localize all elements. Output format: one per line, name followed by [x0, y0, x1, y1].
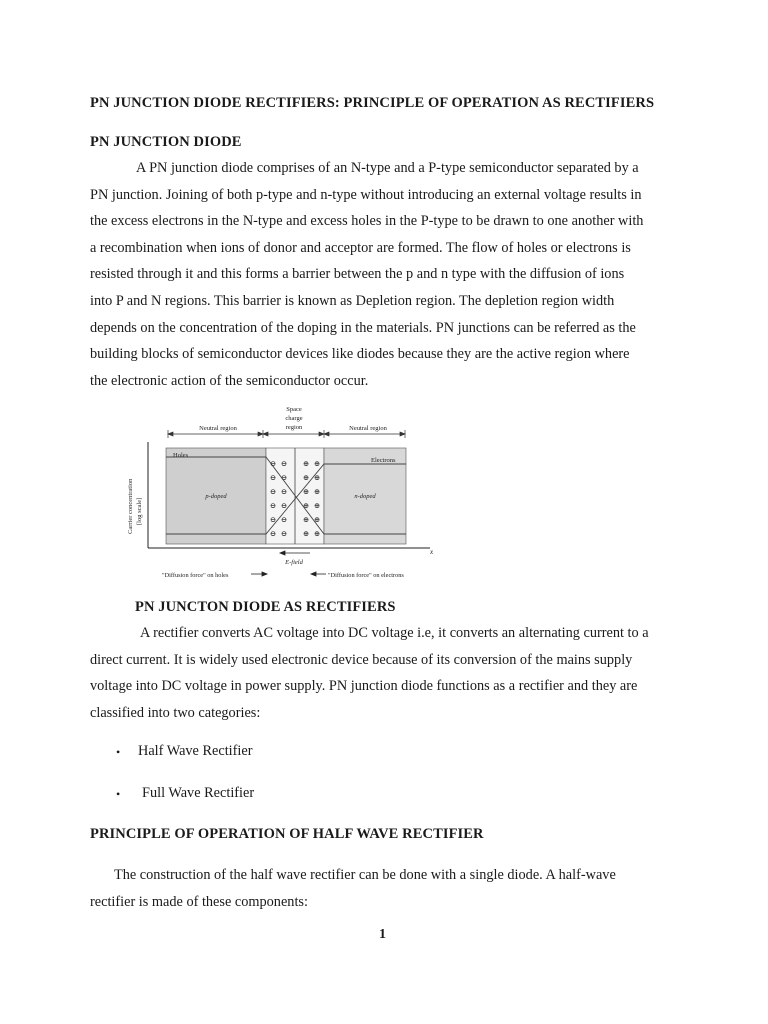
paragraph-line: A rectifier converts AC voltage into DC voltage i.e, it converts an alternating current to a	[140, 625, 649, 641]
donor-ion: ⊕	[302, 459, 310, 468]
donor-ion: ⊕	[302, 487, 310, 496]
y-axis-label: Carrier concentration	[127, 478, 134, 534]
list-item-half-wave: Half Wave Rectifier	[138, 743, 253, 759]
acceptor-ion: ⊖	[269, 515, 277, 524]
donor-ion: ⊕	[302, 473, 310, 482]
paragraph-line: voltage into DC voltage in power supply. PN junction diode functions as a rectifier and they are	[90, 678, 638, 695]
paragraph-line: resisted through it and this forms a barrier between the p and n type with the diffusion of ions	[90, 266, 625, 283]
acceptor-ion: ⊖	[280, 501, 288, 510]
p-doped-label: p-doped	[205, 493, 227, 500]
paragraph-rectifiers	[90, 620, 680, 726]
e-field-label: E-field	[285, 559, 303, 566]
acceptor-ion: ⊖	[280, 515, 288, 524]
acceptor-ion: ⊖	[269, 501, 277, 510]
list-item-full-wave: Full Wave Rectifier	[142, 785, 255, 801]
donor-ion: ⊕	[313, 459, 321, 468]
acceptor-ion: ⊖	[269, 487, 277, 496]
pn-junction-diagram	[118, 402, 448, 582]
paragraph-line: direct current. It is widely used electronic device because of its conversion of the mains supply	[90, 651, 633, 668]
document-title: PN JUNCTION DIODE RECTIFIERS: PRINCIPLE OF OPERATION AS RECTIFIERS	[90, 95, 655, 111]
acceptor-ion: ⊖	[280, 473, 288, 482]
donor-ion: ⊕	[313, 487, 321, 496]
paragraph-line: classified into two categories:	[90, 704, 261, 721]
x-axis-label: x	[430, 548, 434, 556]
paragraph-line: into P and N regions. This barrier is known as Depletion region. The depletion region width	[90, 292, 615, 309]
donor-ion: ⊕	[302, 515, 310, 524]
e-field-arrow	[280, 551, 310, 555]
acceptor-ion: ⊖	[269, 459, 277, 468]
acceptor-ion: ⊖	[269, 529, 277, 538]
paragraph-line: A PN junction diode comprises of an N-type and a P-type semiconductor separated by a	[136, 160, 639, 176]
neutral-region-right-label: Neutral region	[349, 425, 387, 432]
holes-label: Holes	[173, 452, 189, 459]
paragraph-half-wave	[90, 862, 680, 915]
space-charge-label-3: region	[285, 424, 303, 431]
pn-junction-svg	[118, 402, 448, 582]
donor-ion: ⊕	[313, 515, 321, 524]
section-heading-pn-junction-diode: PN JUNCTION DIODE	[90, 134, 242, 150]
y-axis-label-scale: [log scale]	[136, 497, 143, 525]
space-charge-label-2: charge	[285, 415, 303, 422]
paragraph-line: depends on the concentration of the doping in the materials. PN junctions can be referred as the	[90, 319, 636, 336]
bullet-point: •	[116, 787, 121, 801]
section-heading-rectifiers: PN JUNCTON DIODE AS RECTIFIERS	[135, 599, 396, 615]
acceptor-ion: ⊖	[280, 529, 288, 538]
paragraph-line: building blocks of semiconductor devices like diodes because they are the active region where	[90, 346, 630, 363]
diffusion-arrows	[251, 572, 328, 576]
space-charge-label-1: Space	[286, 406, 302, 413]
paragraph-line: rectifier is made of these components:	[90, 893, 308, 910]
donor-ion: ⊕	[313, 473, 321, 482]
section-heading-half-wave-operation: PRINCIPLE OF OPERATION OF HALF WAVE RECTIFIER	[90, 826, 484, 842]
donor-ion: ⊕	[313, 501, 321, 510]
paragraph-line: a recombination when ions of donor and acceptor are formed. The flow of holes or electrons is	[90, 239, 631, 256]
diffusion-force-holes-label: "Diffusion force" on holes	[162, 572, 229, 579]
electrons-label: Electrons	[371, 457, 396, 464]
n-doped-label: n-doped	[354, 493, 376, 500]
bullet-point: •	[116, 745, 121, 759]
acceptor-ion: ⊖	[280, 487, 288, 496]
donor-ion: ⊕	[302, 501, 310, 510]
donor-ion: ⊕	[302, 529, 310, 538]
acceptor-ion: ⊖	[280, 459, 288, 468]
neutral-region-left-label: Neutral region	[199, 425, 237, 432]
diffusion-force-electrons-label: "Diffusion force" on electrons	[328, 572, 404, 579]
paragraph-line: the excess electrons in the N-type and excess holes in the P-type to be drawn to one another with	[90, 213, 644, 230]
paragraph-pn-junction-diode	[90, 155, 680, 394]
donor-ion: ⊕	[313, 529, 321, 538]
page-number: 1	[379, 927, 386, 942]
paragraph-line: PN junction. Joining of both p-type and n-type without introducing an external voltage results in	[90, 186, 642, 203]
paragraph-line: The construction of the half wave rectifier can be done with a single diode. A half-wave	[114, 867, 616, 883]
paragraph-line: the electronic action of the semiconductor occur.	[90, 372, 369, 389]
acceptor-ion: ⊖	[269, 473, 277, 482]
